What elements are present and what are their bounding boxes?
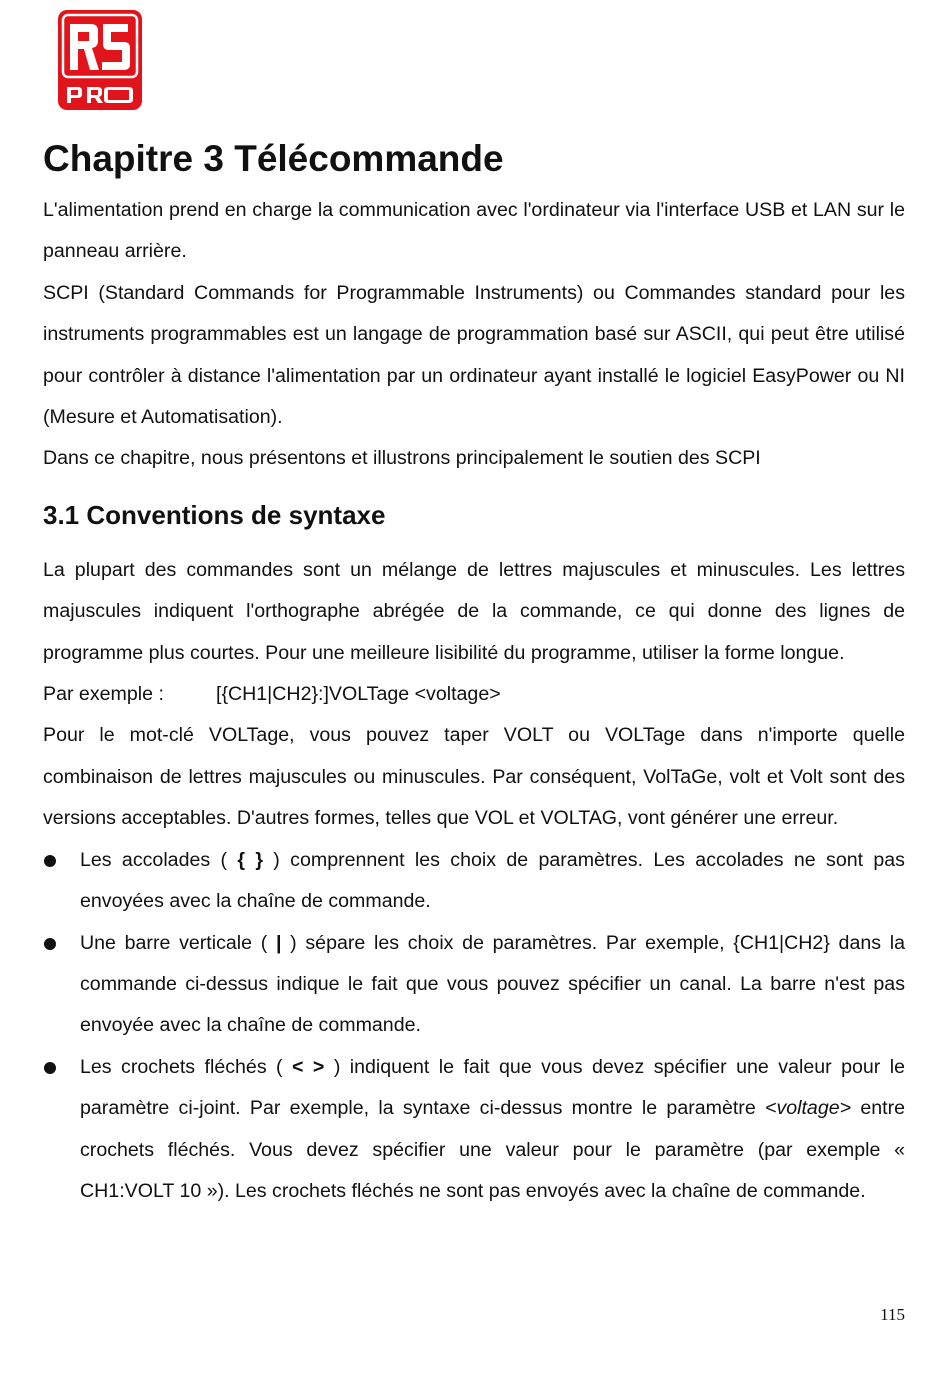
bullet-text-before: Les accolades (	[80, 848, 238, 871]
bullet-icon	[44, 855, 56, 867]
page-content	[43, 128, 905, 1212]
intro-paragraph-3: Dans ce chapitre, nous présentons et illustrons principalement le soutien des SCPI	[43, 447, 761, 470]
intro-paragraph-2: SCPI (Standard Commands for Programmable Instruments) ou Commandes standard pour les instruments programmables est un langage de programmation basé sur ASCII, qui peut être utilisé pour contrôler à distance l'alimentation par un ordinateur ayant installé le logiciel EasyPower ou NI (Mesure et Automatisation).	[43, 281, 905, 429]
bullet-icon	[44, 1062, 56, 1074]
example-command: [{CH1|CH2}:]VOLTage <voltage>	[216, 683, 501, 706]
bullet-text-tail: entre crochets fléchés. Vous devez spécifier une valeur pour le paramètre (par exemple « CH1:VOLT 10 »). Les crochets fléchés ne sont pas envoyés avec la chaîne de commande.	[80, 1097, 905, 1202]
bullet-symbol: { }	[237, 848, 263, 871]
page-number: 115	[880, 1305, 905, 1324]
bullet-text-after: ) sépare les choix de paramètres. Par exemple, {CH1|CH2} dans la commande ci-dessus indique le fait que vous pouvez spécifier un canal. La barre n'est pas envoyée avec la chaîne de commande.	[80, 931, 905, 1037]
list-item	[43, 923, 905, 1047]
chapter-title: Chapitre 3 Télécommande	[43, 138, 504, 179]
section-paragraph-2: Pour le mot-clé VOLTage, vous pouvez taper VOLT ou VOLTage dans n'importe quelle combinaison de lettres majuscules ou minuscules. Par conséquent, VolTaGe, volt et Volt sont des versions acceptables. D'autres formes, telles que VOL et VOLTAG, vont générer une erreur.	[43, 724, 905, 830]
bullet-list	[43, 840, 905, 1213]
bullet-icon	[44, 938, 56, 950]
intro-paragraph-1: L'alimentation prend en charge la communication avec l'ordinateur via l'interface USB et LAN sur le panneau arrière.	[43, 199, 905, 263]
rs-pro-logo	[58, 10, 142, 110]
bullet-text-before: Les crochets fléchés (	[80, 1055, 293, 1078]
example-line	[43, 674, 905, 715]
list-item	[43, 1047, 905, 1213]
bullet-symbol: |	[275, 931, 282, 954]
bullet-text-after: ) indiquent le fait que vous devez spécifier une valeur pour le paramètre ci-joint. Par exemple, la syntaxe ci-dessus montre le paramètre	[80, 1055, 905, 1120]
example-label: Par exemple :	[43, 683, 164, 706]
bullet-text-before: Une barre verticale (	[80, 931, 276, 954]
list-item	[43, 840, 905, 923]
section-title: 3.1 Conventions de syntaxe	[43, 499, 386, 530]
section-paragraph-1: La plupart des commandes sont un mélange de lettres majuscules et minuscules. Les lettres majuscules indiquent l'orthographe abrégée de la commande, ce qui donne des lignes de programme plus courtes. Pour une meilleure lisibilité du programme, utiliser la forme longue.	[43, 558, 905, 664]
rs-pro-logo-mark	[58, 10, 142, 110]
bullet-text-after: ) comprennent les choix de paramètres. Les accolades ne sont pas envoyées avec la chaîne de commande.	[80, 848, 905, 913]
bullet-symbol: < >	[292, 1055, 325, 1078]
bullet-italic-param: <voltage>	[765, 1097, 852, 1120]
